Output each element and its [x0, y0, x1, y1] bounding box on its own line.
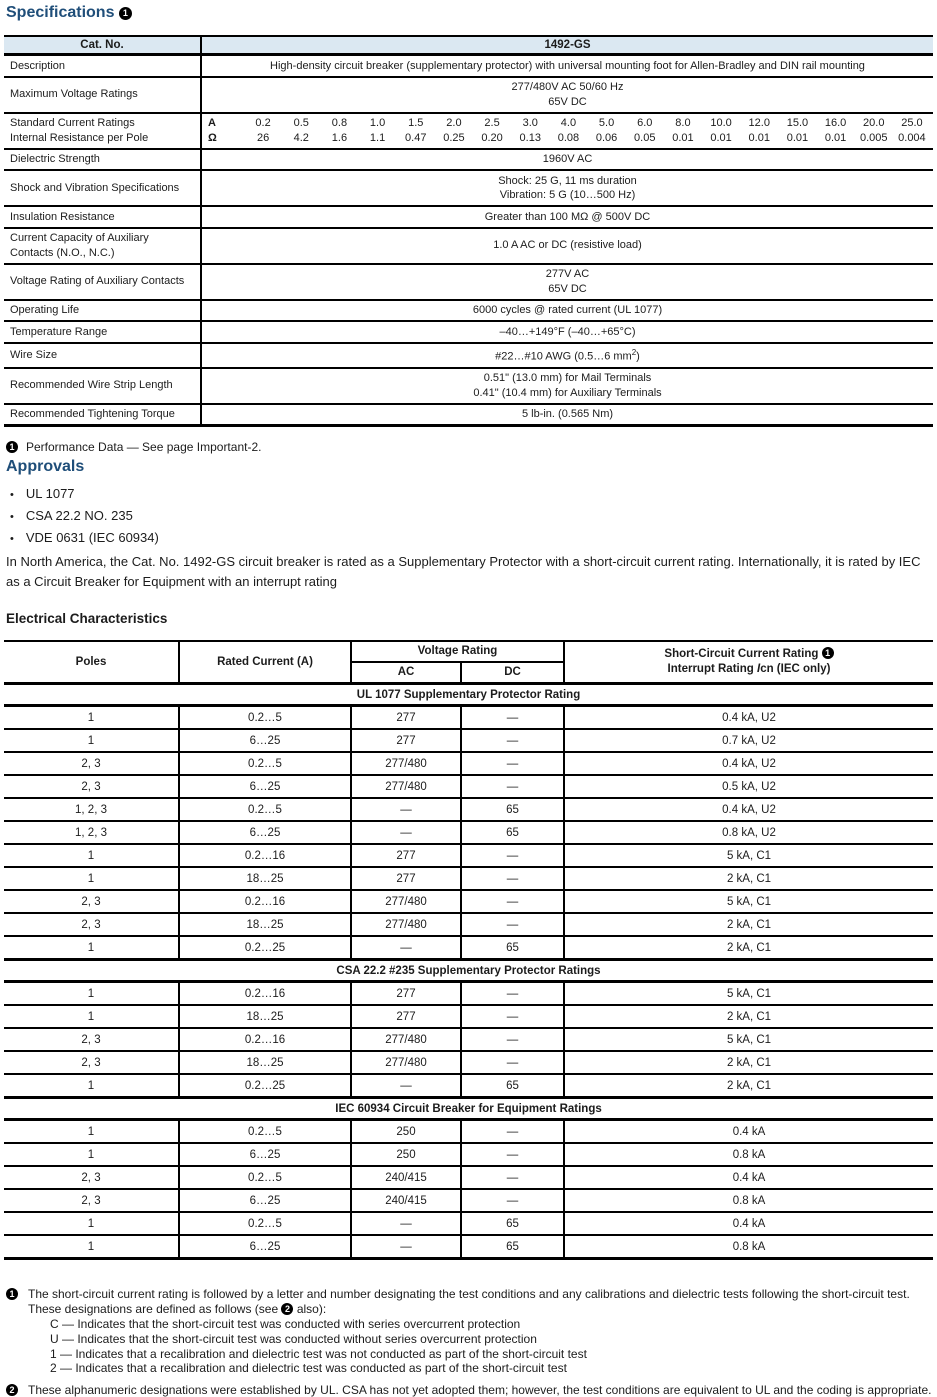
- current-value: 1.1: [369, 131, 386, 144]
- cell-sccr: 0.4 kA: [564, 1212, 933, 1235]
- datasheet-page: [4, 4, 933, 1397]
- cell-dc: —: [461, 890, 564, 913]
- current-value: 0.01: [748, 131, 770, 144]
- spec-header-model: 1492-GS: [201, 36, 933, 55]
- spec-value-line: 0.41" (10.4 mm) for Auxiliary Terminals: [473, 386, 662, 399]
- cell-ac: —: [351, 1074, 461, 1098]
- current-value: 0.06: [595, 131, 618, 144]
- elec-data-row: [4, 1051, 933, 1074]
- specifications-heading: [6, 4, 933, 22]
- elec-data-row: [4, 821, 933, 844]
- current-value: 12.0: [748, 117, 770, 129]
- elec-data-row: [4, 982, 933, 1006]
- cell-dc: 65: [461, 1212, 564, 1235]
- spec-row-label: Recommended Wire Strip Length: [4, 368, 201, 404]
- cell-ac: —: [351, 1212, 461, 1235]
- current-ratings-ohms-row: [204, 131, 931, 146]
- current-value: 4.2: [293, 131, 309, 144]
- spec-row-label: Current Capacity of Auxiliary Contacts (N.O., N.C.): [4, 228, 201, 264]
- cell-sccr: 0.8 kA, U2: [564, 821, 933, 844]
- specifications-table: [4, 35, 933, 427]
- footnote-1-marker-icon: 1: [6, 1288, 18, 1300]
- cell-rated-current: 6…25: [179, 821, 351, 844]
- cell-sccr: 0.4 kA: [564, 1166, 933, 1189]
- elec-data-row: [4, 1235, 933, 1259]
- elec-data-row: [4, 1005, 933, 1028]
- cell-sccr: 0.4 kA, U2: [564, 706, 933, 730]
- cell-poles: 1: [4, 1235, 179, 1259]
- spec-row-value: 1960V AC: [201, 149, 933, 171]
- cell-sccr: 2 kA, C1: [564, 936, 933, 960]
- cell-rated-current: 6…25: [179, 775, 351, 798]
- elec-data-row: [4, 1189, 933, 1212]
- elec-data-row: [4, 1028, 933, 1051]
- cell-poles: 1, 2, 3: [4, 798, 179, 821]
- cell-sccr: 0.8 kA: [564, 1143, 933, 1166]
- cell-rated-current: 0.2…16: [179, 890, 351, 913]
- spec-row-label: Dielectric Strength: [4, 149, 201, 171]
- current-value: 0.5: [293, 117, 309, 129]
- spec-row: [4, 55, 933, 77]
- cell-dc: —: [461, 1143, 564, 1166]
- footnotes-block: [4, 1287, 933, 1397]
- current-value: 4.0: [560, 117, 577, 129]
- cell-rated-current: 6…25: [179, 1189, 351, 1212]
- elec-data-row: [4, 798, 933, 821]
- elec-section-title: UL 1077 Supplementary Protector Rating: [4, 684, 933, 706]
- cell-dc: —: [461, 752, 564, 775]
- elec-data-row: [4, 890, 933, 913]
- spec-value-line: 65V DC: [548, 282, 587, 295]
- spec-row-label: Wire Size: [4, 343, 201, 368]
- elec-data-row: [4, 775, 933, 798]
- spec-row-label: Description: [4, 55, 201, 77]
- spec-row: [4, 113, 933, 149]
- spec-row: [4, 368, 933, 404]
- icn-suffix-text: cn (IEC only): [760, 663, 831, 676]
- cell-sccr: 0.4 kA: [564, 1120, 933, 1144]
- elec-header-ac: AC: [351, 662, 461, 684]
- cell-dc: —: [461, 844, 564, 867]
- cell-sccr: 0.8 kA: [564, 1189, 933, 1212]
- cell-sccr: 0.4 kA, U2: [564, 798, 933, 821]
- elec-header-sccr-line1: [568, 647, 930, 662]
- cell-sccr: 2 kA, C1: [564, 913, 933, 936]
- spec-row-label: Recommended Tightening Torque: [4, 404, 201, 426]
- spec-header-row: [4, 36, 933, 55]
- current-value: 0.2: [255, 117, 271, 129]
- cell-poles: 2, 3: [4, 1028, 179, 1051]
- current-value: 25.0: [901, 117, 923, 129]
- designation-line: 1 — Indicates that a recalibration and dielectric test was not conducted as part of the short-circuit test: [50, 1346, 587, 1361]
- cell-poles: 2, 3: [4, 775, 179, 798]
- spec-row: [4, 264, 933, 300]
- cell-poles: 2, 3: [4, 1166, 179, 1189]
- cell-ac: 240/415: [351, 1189, 461, 1212]
- spec-row-value: 1.0 A AC or DC (resistive load): [201, 228, 933, 264]
- current-value: 0.47: [405, 131, 427, 144]
- spec-row-label: Temperature Range: [4, 321, 201, 343]
- cell-rated-current: 0.2…16: [179, 1028, 351, 1051]
- spec-value-line: Shock: 25 G, 11 ms duration: [498, 174, 637, 187]
- spec-row-label: Shock and Vibration Specifications: [4, 170, 201, 206]
- spec-row-value: 6000 cycles @ rated current (UL 1077): [201, 300, 933, 322]
- unit-label: Ω: [208, 131, 217, 144]
- current-ratings-amps-row: [204, 116, 931, 131]
- cell-ac: —: [351, 821, 461, 844]
- spec-row-value: [201, 113, 933, 149]
- cell-rated-current: 0.2…25: [179, 1074, 351, 1098]
- footnote-1-marker-icon: 1: [119, 7, 132, 20]
- cell-poles: 1: [4, 1074, 179, 1098]
- spec-value-line: Vibration: 5 G (10…500 Hz): [499, 189, 636, 201]
- spec-row-value: [201, 170, 933, 206]
- cell-ac: —: [351, 1235, 461, 1259]
- approvals-list-item: • VDE 0631 (IEC 60934): [6, 530, 933, 545]
- sccr-title-text: Short-Circuit Current Rating: [664, 648, 819, 661]
- cell-poles: 2, 3: [4, 913, 179, 936]
- current-value: 0.01: [672, 131, 694, 144]
- cell-rated-current: 6…25: [179, 1143, 351, 1166]
- cell-dc: —: [461, 1120, 564, 1144]
- elec-data-row: [4, 752, 933, 775]
- cell-ac: 277/480: [351, 890, 461, 913]
- current-value: 1.6: [331, 131, 348, 144]
- elec-data-row: [4, 867, 933, 890]
- cell-rated-current: 0.2…5: [179, 706, 351, 730]
- spec-row-value: Greater than 100 MΩ @ 500V DC: [201, 206, 933, 228]
- cell-rated-current: 0.2…5: [179, 798, 351, 821]
- interrupt-rating-text: Interrupt Rating: [667, 663, 757, 676]
- spec-row-value: #22…#10 AWG (0.5…6 $mm^2$): [201, 343, 933, 368]
- current-value: 8.0: [675, 117, 691, 129]
- current-value: 0.13: [519, 131, 541, 144]
- current-value: 3.0: [522, 117, 538, 129]
- cell-poles: 2, 3: [4, 890, 179, 913]
- cell-dc: 65: [461, 798, 564, 821]
- cell-dc: —: [461, 982, 564, 1006]
- spec-row: [4, 206, 933, 228]
- footnote-1-marker-icon: 1: [6, 441, 18, 453]
- cell-sccr: 2 kA, C1: [564, 1074, 933, 1098]
- current-value: 0.05: [634, 131, 656, 144]
- cell-sccr: 0.7 kA, U2: [564, 729, 933, 752]
- cell-rated-current: 0.2…5: [179, 752, 351, 775]
- approvals-list-item: • CSA 22.2 NO. 235: [6, 508, 933, 523]
- cell-ac: —: [351, 798, 461, 821]
- elec-section-title: CSA 22.2 #235 Supplementary Protector Ratings: [4, 960, 933, 982]
- current-value: 0.08: [557, 131, 580, 144]
- cell-ac: 277/480: [351, 1028, 461, 1051]
- performance-note: [6, 440, 933, 454]
- designation-line: C — Indicates that the short-circuit test was conducted with series overcurrent protection: [50, 1317, 521, 1332]
- elec-section-row: [4, 1098, 933, 1120]
- spec-label-line: Internal Resistance per Pole: [10, 131, 149, 144]
- spec-row-value: 5 lb-in. (0.565 Nm): [201, 404, 933, 426]
- cell-rated-current: 6…25: [179, 1235, 351, 1259]
- elec-data-row: [4, 1143, 933, 1166]
- footnote-1-text-pre: The short-circuit current rating is followed by a letter and number designating the test conditions and any calibrations and dielectric tests following the short-circuit test. These designations are defined as follows (see: [28, 1287, 910, 1316]
- cell-sccr: 2 kA, C1: [564, 867, 933, 890]
- cell-dc: —: [461, 706, 564, 730]
- cell-sccr: 0.8 kA: [564, 1235, 933, 1259]
- cell-poles: 1: [4, 1005, 179, 1028]
- current-value: 1.0: [369, 117, 386, 129]
- unit-label: A: [208, 117, 216, 129]
- footnote-2-marker-icon: 2: [6, 1384, 18, 1396]
- approvals-list-item: • UL 1077: [6, 486, 933, 501]
- cell-sccr: 2 kA, C1: [564, 1051, 933, 1074]
- current-value: 6.0: [637, 117, 653, 129]
- footnote-2-text: These alphanumeric designations were established by UL. CSA has not yet adopted them; however, the test conditions are equivalent to UL and the coding is appropriate.: [28, 1382, 932, 1397]
- current-value: 0.25: [443, 131, 465, 144]
- spec-row: [4, 300, 933, 322]
- current-value: 0.004: [898, 131, 926, 144]
- elec-data-row: [4, 706, 933, 730]
- cell-sccr: 5 kA, C1: [564, 982, 933, 1006]
- footnote-1-text-post: also):: [293, 1301, 327, 1316]
- cell-ac: 277: [351, 982, 461, 1006]
- cell-ac: 250: [351, 1120, 461, 1144]
- cell-dc: —: [461, 1166, 564, 1189]
- elec-data-row: [4, 1212, 933, 1235]
- cell-poles: 1: [4, 729, 179, 752]
- cell-rated-current: 6…25: [179, 729, 351, 752]
- cell-poles: 1: [4, 936, 179, 960]
- current-value: 20.0: [863, 117, 885, 129]
- cell-sccr: 2 kA, C1: [564, 1005, 933, 1028]
- cell-rated-current: 0.2…16: [179, 844, 351, 867]
- cell-dc: —: [461, 729, 564, 752]
- cell-sccr: 5 kA, C1: [564, 844, 933, 867]
- cell-dc: —: [461, 1005, 564, 1028]
- elec-header-voltage-rating: Voltage Rating: [351, 641, 564, 662]
- electrical-characteristics-heading: Electrical Characteristics: [6, 611, 168, 627]
- elec-header-sccr: [564, 641, 933, 684]
- designation-line: 2 — Indicates that a recalibration and dielectric test was conducted as part of the short-circuit test: [50, 1361, 567, 1376]
- specifications-heading-text: Specifications: [6, 4, 115, 21]
- spec-row-value: [201, 368, 933, 404]
- elec-data-row: [4, 936, 933, 960]
- current-value: 0.01: [824, 131, 847, 144]
- current-value: 2.5: [484, 117, 500, 129]
- cell-sccr: 0.5 kA, U2: [564, 775, 933, 798]
- spec-table-body: [4, 55, 933, 426]
- spec-header-cat-no: Cat. No.: [4, 36, 201, 55]
- cell-dc: —: [461, 775, 564, 798]
- cell-poles: 1: [4, 706, 179, 730]
- spec-label-line: Standard Current Ratings: [10, 117, 135, 129]
- cell-rated-current: 0.2…16: [179, 982, 351, 1006]
- current-value: 15.0: [786, 117, 809, 129]
- cell-sccr: 5 kA, C1: [564, 1028, 933, 1051]
- elec-data-row: [4, 729, 933, 752]
- footnote-2-marker-icon: 2: [281, 1303, 293, 1315]
- cell-ac: 277: [351, 706, 461, 730]
- elec-header-dc: DC: [461, 662, 564, 684]
- spec-row-label: Insulation Resistance: [4, 206, 201, 228]
- cell-dc: 65: [461, 1074, 564, 1098]
- cell-rated-current: 0.2…5: [179, 1212, 351, 1235]
- cell-dc: —: [461, 1028, 564, 1051]
- cell-ac: 277: [351, 867, 461, 890]
- cell-poles: 1: [4, 867, 179, 890]
- elec-data-row: [4, 844, 933, 867]
- elec-data-row: [4, 1120, 933, 1144]
- current-value: 26: [256, 131, 270, 144]
- cell-ac: 277: [351, 844, 461, 867]
- cell-dc: —: [461, 1051, 564, 1074]
- cell-poles: 1: [4, 1120, 179, 1144]
- cell-ac: 277/480: [351, 1051, 461, 1074]
- cell-rated-current: 0.2…5: [179, 1120, 351, 1144]
- performance-note-text: Performance Data — See page Important-2.: [26, 440, 262, 455]
- elec-header-sccr-line2: [568, 662, 930, 677]
- spec-value-line: 0.51" (13.0 mm) for Mail Terminals: [483, 372, 652, 385]
- icn-symbol: I: [756, 663, 761, 676]
- cell-sccr: 5 kA, C1: [564, 890, 933, 913]
- cell-rated-current: 18…25: [179, 1005, 351, 1028]
- spec-row: [4, 170, 933, 206]
- elec-header-row-1: [4, 641, 933, 662]
- footnote-1-designations-list: [28, 1317, 933, 1375]
- spec-row-value: High-density circuit breaker (supplementary protector) with universal mounting foot for Allen-Bradley and DIN rail mounting: [201, 55, 933, 77]
- cell-dc: —: [461, 1189, 564, 1212]
- elec-data-row: [4, 1074, 933, 1098]
- current-value: 2.0: [446, 117, 462, 129]
- spec-row: [4, 404, 933, 426]
- spec-value-line: 277V AC: [545, 268, 590, 280]
- spec-row-label: [4, 113, 201, 149]
- ratings-paragraph: In North America, the Cat. No. 1492-GS circuit breaker is rated as a Supplementary Protector with a short-circuit current rating. Internationally, it is rated by IEC as a Circuit Breaker for Equipment with an interrupt rating: [6, 554, 921, 590]
- footnote-2: [6, 1383, 933, 1397]
- spec-row-value: –40…+149°F (–40…+65°C): [201, 321, 933, 343]
- cell-dc: —: [461, 867, 564, 890]
- cell-rated-current: 18…25: [179, 913, 351, 936]
- spec-value-line: 65V DC: [548, 95, 587, 108]
- current-value: 0.20: [481, 131, 503, 144]
- current-value: 0.01: [786, 131, 809, 144]
- cell-rated-current: 18…25: [179, 1051, 351, 1074]
- cell-poles: 1, 2, 3: [4, 821, 179, 844]
- current-value: 1.5: [408, 117, 424, 129]
- elec-data-row: [4, 913, 933, 936]
- cell-ac: 277/480: [351, 775, 461, 798]
- current-value: 0.8: [331, 117, 348, 129]
- designation-line: U — Indicates that the short-circuit test was conducted without series overcurrent protection: [50, 1331, 537, 1346]
- cell-ac: 240/415: [351, 1166, 461, 1189]
- spec-row-value: [201, 77, 933, 113]
- cell-dc: 65: [461, 936, 564, 960]
- cell-dc: 65: [461, 1235, 564, 1259]
- cell-poles: 1: [4, 1212, 179, 1235]
- cell-ac: 277/480: [351, 913, 461, 936]
- approvals-list: [6, 486, 933, 545]
- electrical-characteristics-table: [4, 640, 933, 1260]
- spec-row-value: [201, 264, 933, 300]
- cell-ac: 250: [351, 1143, 461, 1166]
- elec-section-row: [4, 684, 933, 706]
- cell-ac: 277: [351, 1005, 461, 1028]
- elec-header-poles: Poles: [4, 641, 179, 684]
- elec-table-body: [4, 684, 933, 1259]
- spec-row: [4, 228, 933, 264]
- cell-rated-current: 0.2…25: [179, 936, 351, 960]
- spec-row: [4, 149, 933, 171]
- spec-row-label: Maximum Voltage Ratings: [4, 77, 201, 113]
- cell-poles: 2, 3: [4, 752, 179, 775]
- cell-poles: 1: [4, 844, 179, 867]
- cell-poles: 1: [4, 982, 179, 1006]
- cell-dc: 65: [461, 821, 564, 844]
- cell-poles: 2, 3: [4, 1051, 179, 1074]
- current-value: 0.01: [710, 131, 732, 144]
- current-value: 5.0: [598, 117, 615, 129]
- cell-rated-current: 18…25: [179, 867, 351, 890]
- elec-section-title: IEC 60934 Circuit Breaker for Equipment Ratings: [4, 1098, 933, 1120]
- current-value: 10.0: [710, 117, 732, 129]
- footnote-1: [6, 1287, 933, 1376]
- cell-sccr: 0.4 kA, U2: [564, 752, 933, 775]
- current-value: 0.005: [859, 131, 888, 144]
- elec-section-row: [4, 960, 933, 982]
- spec-row: [4, 77, 933, 113]
- spec-row: [4, 343, 933, 368]
- current-value: 16.0: [824, 117, 847, 129]
- spec-value-line: 277/480V AC 50/60 Hz: [511, 81, 624, 93]
- cell-ac: —: [351, 936, 461, 960]
- spec-row: [4, 321, 933, 343]
- footnote-1-body: [28, 1287, 933, 1376]
- elec-header-rated-current: Rated Current (A): [179, 641, 351, 684]
- approvals-heading: Approvals: [6, 458, 85, 476]
- footnote-1-marker-icon: 1: [822, 647, 834, 659]
- cell-ac: 277: [351, 729, 461, 752]
- cell-rated-current: 0.2…5: [179, 1166, 351, 1189]
- cell-dc: —: [461, 913, 564, 936]
- spec-row-label: Operating Life: [4, 300, 201, 322]
- spec-row-label: Voltage Rating of Auxiliary Contacts: [4, 264, 201, 300]
- cell-poles: 2, 3: [4, 1189, 179, 1212]
- cell-ac: 277/480: [351, 752, 461, 775]
- cell-poles: 1: [4, 1143, 179, 1166]
- elec-data-row: [4, 1166, 933, 1189]
